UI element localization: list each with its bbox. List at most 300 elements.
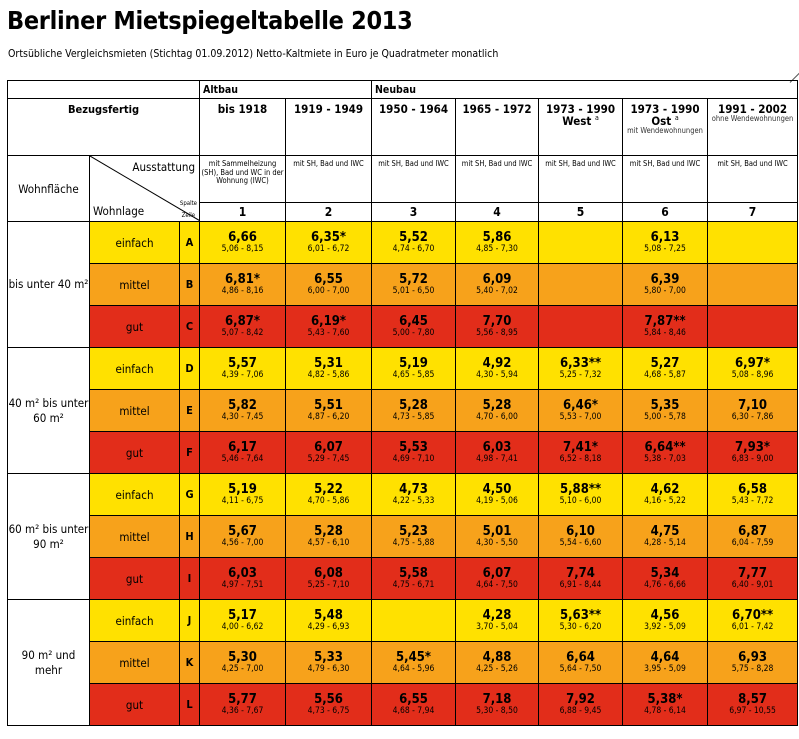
wohnlage-label: gut [90,306,180,348]
ausstattung-text: mit SH, Bad und IWC [539,156,623,203]
footnote-mark: a [594,114,599,123]
price-cell [200,516,286,558]
wohnlage-label: mittel [90,642,180,684]
column-number: 3 [372,203,456,222]
price-cell [623,264,708,306]
mittelwert: 5,22 [314,482,343,497]
mittelwert: 6,35* [311,230,346,245]
spanne: 4,70 - 5,86 [307,495,350,506]
table-row [8,558,798,600]
table-row [8,432,798,474]
price-cell [200,306,286,348]
mittelwert: 6,10 [566,524,595,539]
wohnflaeche-label: 60 m² bis unter 90 m² [8,474,90,600]
price-cell [708,432,798,474]
spanne: 4,56 - 7,00 [221,537,264,548]
price-cell [286,264,372,306]
spanne: 4,39 - 7,06 [221,369,264,380]
spanne: 6,00 - 7,00 [307,285,350,296]
mittelwert: 4,75 [650,524,680,539]
page-subtitle: Ortsübliche Vergleichsmieten (Stichtag 01.09.2012) Netto-Kaltmiete in Euro je Quadratmeter monatlich [8,48,499,60]
spanne: 5,10 - 6,00 [559,495,602,506]
price-cell [456,264,539,306]
year-range: 1973 - 1990 [545,102,616,116]
price-cell [623,558,708,600]
mittelwert: 6,45 [399,314,428,329]
spanne: 5,30 - 8,50 [476,705,518,716]
mittelwert: 5,28 [399,398,428,413]
mittelwert: 8,57 [738,692,767,707]
mittelwert: 6,13 [650,230,680,245]
footnote-mark: a [674,114,679,123]
spanne: 4,68 - 7,94 [392,705,435,716]
price-cell [456,474,539,516]
price-cell [456,390,539,432]
mittelwert: 5,33 [314,650,343,665]
price-cell [539,474,623,516]
spanne: 4,75 - 5,88 [392,537,435,548]
mittelwert: 5,48 [314,608,343,623]
table-row [8,222,798,264]
price-cell [200,474,286,516]
price-cell [200,348,286,390]
price-cell [539,264,623,306]
price-cell [708,348,798,390]
neubau-header: Neubau [372,81,798,99]
year-range: 1991 - 2002 [718,102,788,116]
mittelwert: 4,50 [482,482,512,497]
mittelwert: 7,74 [566,566,595,581]
mittelwert: 4,62 [650,482,680,497]
year-note: ohne Wendewohnungen [711,114,794,124]
price-cell [372,642,456,684]
zeile-letter: K [180,642,200,684]
zeile-letter: F [180,432,200,474]
mittelwert: 7,10 [738,398,767,413]
mittelwert: 5,23 [399,524,428,539]
table-row [8,684,798,726]
spanne: 5,43 - 7,60 [307,327,350,338]
wohnflaeche-label: bis unter 40 m² [8,222,90,348]
wohnlage-label: gut [90,684,180,726]
mittelwert: 5,30 [228,650,257,665]
spanne: 4,30 - 5,50 [476,537,518,548]
zeile-letter: H [180,516,200,558]
year-range: 1973 - 1990 [630,102,700,116]
mittelwert: 5,67 [228,524,257,539]
spanne: 3,92 - 5,09 [644,621,686,632]
ausstattung-text: mit SH, Bad und IWC [372,156,456,203]
price-cell [539,432,623,474]
spanne: 4,64 - 7,50 [476,579,518,590]
price-cell [623,390,708,432]
price-cell [286,474,372,516]
spanne: 3,95 - 5,09 [644,663,686,674]
table-row [8,474,798,516]
spanne: 5,08 - 7,25 [644,243,686,254]
mittelwert: 6,09 [482,272,512,287]
price-cell [372,600,456,642]
spanne: 4,75 - 6,71 [392,579,435,590]
mietspiegel-table [7,80,798,726]
mittelwert: 6,33** [559,356,602,371]
price-cell [708,642,798,684]
mittelwert: 5,27 [650,356,680,371]
spanne: 6,01 - 6,72 [307,243,350,254]
year-region: West $^a$ [562,114,599,129]
spanne: 4,25 - 5,26 [476,663,518,674]
mittelwert: 5,17 [228,608,257,623]
mittelwert: 5,28 [314,524,343,539]
price-cell [623,348,708,390]
wohnlage-label: gut [90,432,180,474]
year-range: 1919 - 1949 [293,102,364,116]
price-cell [200,642,286,684]
spanne: 5,07 - 8,42 [221,327,264,338]
price-cell [286,432,372,474]
zeile-letter: D [180,348,200,390]
price-cell [539,390,623,432]
table-row [8,348,798,390]
year-header [623,99,708,156]
mittelwert: 4,92 [482,356,512,371]
price-cell [456,432,539,474]
mittelwert: 6,07 [314,440,343,455]
column-number: 5 [539,203,623,222]
price-cell [623,474,708,516]
price-cell [372,264,456,306]
price-cell [456,684,539,726]
mittelwert: 4,88 [482,650,512,665]
mittelwert: 6,03 [228,566,257,581]
mittelwert: 5,63** [559,608,602,623]
spanne: 4,82 - 5,86 [307,369,350,380]
spanne: 5,08 - 8,96 [731,369,774,380]
price-cell [708,474,798,516]
table-row [8,306,798,348]
spanne: 6,88 - 9,45 [559,705,602,716]
price-cell [708,516,798,558]
spanne: 4,85 - 7,30 [476,243,518,254]
spanne: 5,40 - 7,02 [476,285,518,296]
wohnlage-label: mittel [90,516,180,558]
wohnflaeche-label: 90 m² und mehr [8,600,90,726]
zeile-letter: J [180,600,200,642]
mittelwert: 5,45* [396,650,431,665]
wohnlage-label: einfach [90,600,180,642]
spanne: 4,28 - 5,14 [644,537,686,548]
year-header [456,99,539,156]
mittelwert: 7,77 [738,566,767,581]
price-cell [708,558,798,600]
price-cell [623,432,708,474]
ausstattung-text: mit SH, Bad und IWC [456,156,539,203]
spanne: 4,79 - 6,30 [307,663,350,674]
header-blank [8,81,200,99]
price-cell [456,600,539,642]
spanne: 4,64 - 5,96 [392,663,435,674]
table-row [8,642,798,684]
price-cell [286,516,372,558]
spanne: 5,00 - 5,78 [644,411,686,422]
mittelwert: 5,56 [314,692,343,707]
mittelwert: 5,86 [482,230,512,245]
zeile-letter: G [180,474,200,516]
year-header [539,99,623,156]
mittelwert: 5,35 [650,398,680,413]
zeile-label: Zeile [181,212,196,219]
price-cell [372,222,456,264]
wohnlage-label: einfach [90,348,180,390]
spanne: 4,73 - 6,75 [307,705,350,716]
spanne: 5,38 - 7,03 [644,453,686,464]
spanne: 4,68 - 5,87 [644,369,686,380]
price-cell [200,390,286,432]
mittelwert: 7,93* [735,440,771,455]
spanne: 4,25 - 7,00 [221,663,264,674]
price-cell [286,390,372,432]
price-cell [539,642,623,684]
price-cell [372,348,456,390]
wohnlage-label: gut [90,558,180,600]
price-cell [708,390,798,432]
mittelwert: 7,18 [482,692,512,707]
spanne: 4,22 - 5,33 [392,495,435,506]
mittelwert: 5,01 [482,524,512,539]
spanne: 4,30 - 5,94 [476,369,518,380]
price-cell [456,516,539,558]
price-cell [372,684,456,726]
price-cell [372,306,456,348]
wohnlage-label: mittel [90,264,180,306]
price-cell [372,558,456,600]
mittelwert: 4,56 [650,608,680,623]
price-cell [200,684,286,726]
price-cell [286,600,372,642]
spanne: 6,30 - 7,86 [731,411,774,422]
mittelwert: 5,82 [228,398,257,413]
price-cell [539,558,623,600]
ausstattung-wohnlage-header [90,156,200,222]
table-row [8,390,798,432]
spanne: 5,80 - 7,00 [644,285,686,296]
price-cell [539,348,623,390]
wohnlage-label: mittel [90,390,180,432]
mittelwert: 4,64 [650,650,680,665]
wohnlage-label: Wohnlage [93,204,145,218]
page-title: Berliner Mietspiegeltabelle 2013 [7,6,413,35]
mittelwert: 6,66 [228,230,257,245]
spanne: 4,97 - 7,51 [221,579,264,590]
spanne: 4,70 - 6,00 [476,411,518,422]
price-cell [286,642,372,684]
mittelwert: 5,88** [559,482,602,497]
mittelwert: 4,73 [399,482,428,497]
mittelwert: 5,19 [228,482,257,497]
mittelwert: 6,17 [228,440,257,455]
mittelwert: 5,53 [399,440,428,455]
spanne: 4,36 - 7,67 [221,705,264,716]
mittelwert: 5,28 [482,398,512,413]
spanne: 4,74 - 6,70 [392,243,435,254]
spanne: 4,57 - 6,10 [307,537,350,548]
ausstattung-text: mit SH, Bad und IWC [623,156,708,203]
price-cell [539,516,623,558]
mittelwert: 6,64** [644,440,686,455]
price-cell [623,222,708,264]
spalte-label: Spalte [179,200,198,207]
price-cell [286,348,372,390]
spanne: 4,11 - 6,75 [221,495,264,506]
year-range: 1965 - 1972 [462,102,532,116]
mittelwert: 6,58 [738,482,767,497]
spanne: 5,25 - 7,32 [559,369,602,380]
price-cell [708,264,798,306]
spanne: 5,54 - 6,60 [559,537,602,548]
table-row [8,516,798,558]
spanne: 4,30 - 7,45 [221,411,264,422]
spanne: 4,87 - 6,20 [307,411,350,422]
spanne: 6,83 - 9,00 [731,453,774,464]
price-cell [200,600,286,642]
ausstattung-text: mit Sammelheizung (SH), Bad und WC in der Wohnung (IWC) [200,156,286,203]
spanne: 6,91 - 8,44 [559,579,602,590]
spanne: 5,43 - 7,72 [731,495,774,506]
spanne: 5,46 - 7,64 [221,453,264,464]
mittelwert: 6,19* [311,314,346,329]
spanne: 4,69 - 7,10 [392,453,435,464]
column-number: 4 [456,203,539,222]
mittelwert: 7,87** [644,314,686,329]
mittelwert: 5,58 [399,566,428,581]
price-cell [372,474,456,516]
zeile-letter: C [180,306,200,348]
price-cell [539,306,623,348]
mittelwert: 5,19 [399,356,428,371]
mittelwert: 6,93 [738,650,767,665]
wohnflaeche-header: Wohnfläche [8,156,90,222]
zeile-letter: E [180,390,200,432]
spanne: 5,25 - 7,10 [307,579,350,590]
price-cell [623,306,708,348]
price-cell [539,222,623,264]
mittelwert: 5,51 [314,398,343,413]
price-cell [286,222,372,264]
spanne: 5,64 - 7,50 [559,663,602,674]
price-cell [286,306,372,348]
mittelwert: 7,70 [482,314,512,329]
bezugsfertig-label: Bezugsfertig [8,99,200,156]
year-region: Ost $^a$ [651,114,679,129]
year-header [286,99,372,156]
spanne: 4,29 - 6,93 [307,621,350,632]
price-cell [456,558,539,600]
column-number: 2 [286,203,372,222]
spanne: 4,65 - 5,85 [392,369,435,380]
mittelwert: 5,38* [647,692,683,707]
table-row [8,600,798,642]
mittelwert: 6,46* [563,398,598,413]
spanne: 6,97 - 10,55 [729,705,776,716]
mittelwert: 5,57 [228,356,257,371]
price-cell [286,684,372,726]
mittelwert: 5,72 [399,272,428,287]
ausstattung-text: mit SH, Bad und IWC [708,156,798,203]
mittelwert: 6,55 [399,692,428,707]
table-row [8,264,798,306]
column-number: 1 [200,203,286,222]
price-cell [200,558,286,600]
spanne: 4,86 - 8,16 [221,285,264,296]
spanne: 6,52 - 8,18 [559,453,602,464]
year-note: mit Wendewohnungen [627,126,703,136]
mittelwert: 5,77 [228,692,257,707]
spanne: 5,84 - 8,46 [644,327,686,338]
wohnflaeche-label: 40 m² bis unter 60 m² [8,348,90,474]
price-cell [372,516,456,558]
zeile-letter: L [180,684,200,726]
mittelwert: 6,64 [566,650,595,665]
price-cell [623,642,708,684]
price-cell [200,432,286,474]
price-cell [456,306,539,348]
spanne: 6,01 - 7,42 [731,621,774,632]
spanne: 5,75 - 8,28 [731,663,774,674]
price-cell [708,684,798,726]
price-cell [708,600,798,642]
mittelwert: 6,70** [732,608,774,623]
mittelwert: 5,52 [399,230,428,245]
spanne: 4,98 - 7,41 [476,453,518,464]
mittelwert: 6,07 [482,566,512,581]
spanne: 5,00 - 7,80 [392,327,435,338]
mittelwert: 5,34 [650,566,680,581]
zeile-letter: A [180,222,200,264]
ausstattung-text: mit SH, Bad und IWC [286,156,372,203]
mittelwert: 7,41* [563,440,598,455]
year-header [708,99,798,156]
price-cell [456,222,539,264]
mittelwert: 7,92 [566,692,595,707]
mittelwert: 6,97* [735,356,771,371]
spanne: 5,53 - 7,00 [559,411,602,422]
spanne: 5,01 - 6,50 [392,285,435,296]
spanne: 4,73 - 5,85 [392,411,435,422]
price-cell [539,684,623,726]
column-number: 7 [708,203,798,222]
mittelwert: 5,31 [314,356,343,371]
price-cell [372,432,456,474]
mittelwert: 6,03 [482,440,512,455]
spanne: 4,00 - 6,62 [221,621,264,632]
ausstattung-label: Ausstattung [132,160,196,174]
wohnlage-label: einfach [90,222,180,264]
spanne: 4,76 - 6,66 [644,579,686,590]
price-cell [456,348,539,390]
price-cell [623,516,708,558]
price-cell [708,306,798,348]
spanne: 5,30 - 6,20 [559,621,602,632]
mittelwert: 6,87* [225,314,260,329]
spanne: 4,19 - 5,06 [476,495,518,506]
price-cell [456,642,539,684]
spanne: 5,29 - 7,45 [307,453,350,464]
year-range: bis 1918 [217,102,268,116]
price-cell [286,558,372,600]
price-cell [372,390,456,432]
spanne: 6,40 - 9,01 [731,579,774,590]
spanne: 5,06 - 8,15 [221,243,264,254]
